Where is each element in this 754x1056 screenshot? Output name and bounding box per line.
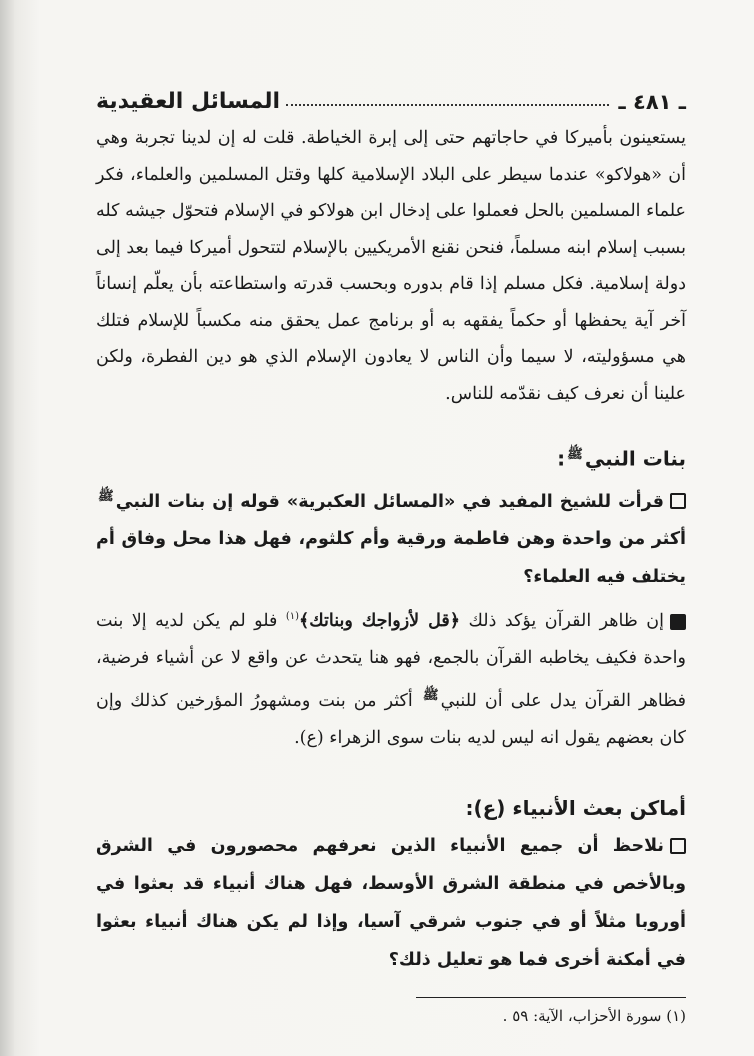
quran-quote: ﴿قل لأزواجك وبناتك﴾ — [299, 611, 461, 632]
question-text: نلاحظ أن جميع الأنبياء الذين نعرفهم محصورون في الشرق وبالأخص في منطقة الشرق الأوسط، فهل هناك أنبياء قد بعثوا في أوروبا مثلاً أو في جنوب شرقي آسيا، وإذا لم يكن هناك أنبياء بعثوا في أمكنة أخرى فما هو تعليل ذلك؟ — [96, 836, 686, 971]
question-text-continued: أكثر من واحدة وهن فاطمة ورقية وأم كلثوم، فهل هذا محل وفاق أم يختلف فيه العلماء؟ — [96, 529, 686, 588]
page-content — [96, 80, 686, 1030]
question-paragraph-2 — [96, 827, 686, 979]
footnote-divider — [416, 997, 686, 998]
page-header — [96, 80, 686, 114]
answer-text-end: أكثر من بنت ومشهورُ المؤرخين كذلك وإن كان بعضهم يقول انه ليس لديه بنات سوى الزهراء (ع). — [96, 691, 686, 749]
answer-square-icon — [670, 614, 686, 630]
answer-paragraph-1 — [96, 598, 686, 757]
intro-paragraph: يستعينون بأميركا في حاجاتهم حتى إلى إبرة الخياطة. قلت له إن لدينا تجربة وهي أن «هولاكو» عندما سيطر على البلاد الإسلامية كلها وقتل المسلمين والعلماء، فكر علماء المسلمين بالحل فعملوا على إدخال ابن هولاكو في الإسلام فتحوّل جيشه كله بسبب إسلام ابنه مسلماً، فنحن نقنع الأمريكيين بالإسلام لتتحول أميركا فيما بعد إلى دولة إسلامية. فكل مسلم إذا قام بدوره وبحسب قدرته واستطاعته بأن يعلّم إنساناً آخر آية يحفظها أو حكماً يفقهه به أو برنامج عمل يحقق منه مكسباً للإسلام فتلك هي مسؤوليته، لا سيما وأن الناس لا يعادون الإسلام الذي هو دين الفطرة، ولكن علينا أن نعرف كيف نقدّمه للناس. — [96, 128, 686, 404]
honorific-glyph-icon: ﷺ — [422, 688, 439, 704]
question-square-icon — [670, 838, 686, 854]
honorific-glyph-icon: ﷺ — [567, 447, 583, 462]
question-text: قرأت للشيخ المفيد في «المسائل العكبرية» قوله إن بنات النبي — [115, 491, 664, 512]
answer-intro-text: إن ظاهر القرآن يؤكد ذلك — [468, 611, 664, 632]
honorific-glyph-icon: ﷺ — [98, 488, 114, 504]
question-square-icon — [670, 493, 686, 509]
page-number: ـ ٤٨١ ـ — [618, 90, 686, 114]
running-title: المسائل العقيدية — [96, 89, 281, 114]
heading-colon: : — [557, 446, 566, 471]
section-heading-prophet-daughters — [96, 436, 686, 478]
section-heading-text: بنات النبي — [584, 446, 686, 471]
book-spine-shadow — [0, 0, 14, 1056]
section-heading-prophets-places: أماكن بعث الأنبياء (ع): — [465, 796, 686, 821]
footnote: (١) سورة الأحزاب، الآية: ٥٩ . — [502, 1007, 686, 1026]
question-paragraph-1 — [96, 478, 686, 597]
footnote-reference: (١) — [285, 611, 300, 623]
answer-text: فلو لم يكن لديه إلا بنت واحدة فكيف يخاطبه القرآن بالجمع، فهو هنا يتحدث عن واقع لا عن أشياء فرضية، فظاهر القرآن يدل على أن للنبي — [96, 611, 686, 712]
header-dotted-leader — [286, 103, 608, 106]
